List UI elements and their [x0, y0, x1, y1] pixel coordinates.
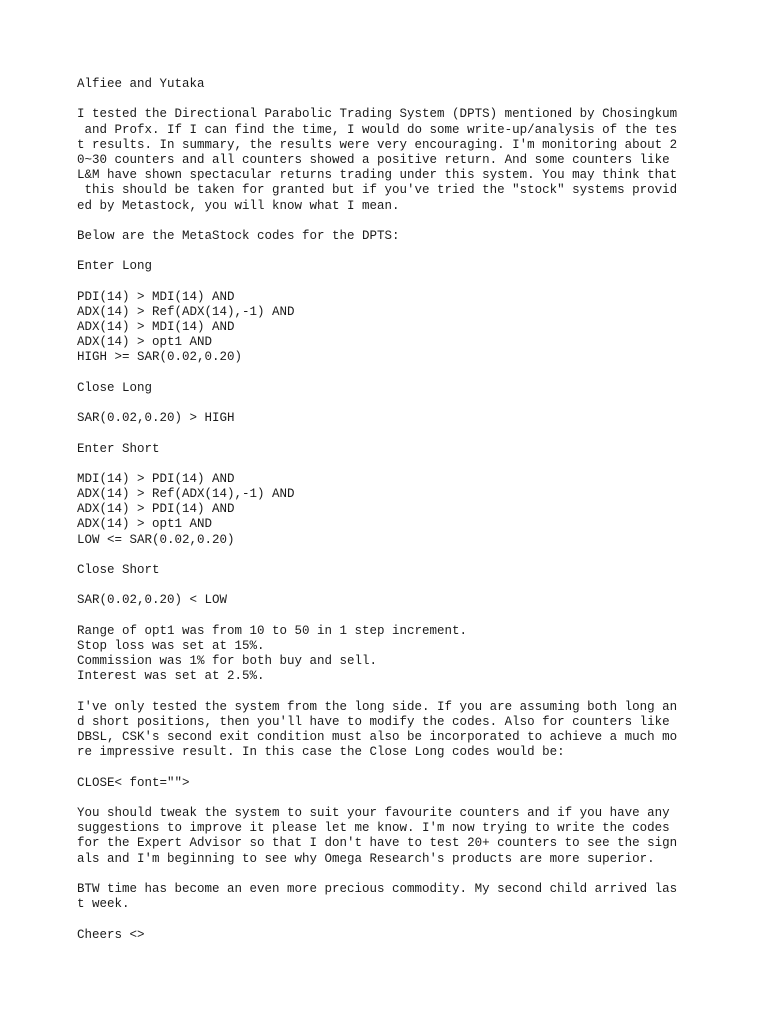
code-line: SAR(0.02,0.20) < LOW — [77, 593, 228, 608]
intro-line: t results. In summary, the results were very encouraging. I'm monitoring about 2 — [77, 137, 678, 152]
code-line: ADX(14) > PDI(14) AND — [77, 502, 235, 517]
document-page — [77, 77, 717, 943]
paragraph-line: BTW time has become an even more precious commodity. My second child arrived las — [77, 881, 678, 896]
blank-line — [77, 366, 717, 381]
blank-line — [77, 426, 717, 441]
code-line: ADX(14) > Ref(ADX(14),-1) AND — [77, 304, 295, 319]
blank-line — [77, 92, 717, 107]
paragraph-line: re impressive result. In this case the Close Long codes would be: — [77, 745, 565, 760]
blank-line — [77, 214, 717, 229]
blank-line — [77, 578, 717, 593]
blank-line — [77, 548, 717, 563]
paragraph-line: I've only tested the system from the long side. If you are assuming both long an — [77, 699, 678, 714]
intro-line: ed by Metastock, you will know what I mean. — [77, 198, 400, 213]
tweak-paragraph — [77, 806, 717, 867]
settings-paragraph — [77, 624, 717, 685]
intro-line: L&M have shown spectacular returns trading under this system. You may think that — [77, 168, 678, 183]
intro-line: this should be taken for granted but if you've tried the "stock" systems provid — [77, 183, 678, 198]
code-line: ADX(14) > Ref(ADX(14),-1) AND — [77, 487, 295, 502]
blank-line — [77, 457, 717, 472]
code-line: HIGH >= SAR(0.02,0.20) — [77, 350, 243, 365]
settings-line: Interest was set at 2.5%. — [77, 669, 265, 684]
btw-paragraph — [77, 882, 717, 912]
blank-line — [77, 609, 717, 624]
code-line: MDI(14) > PDI(14) AND — [77, 471, 235, 486]
paragraph-line: You should tweak the system to suit your favourite counters and if you have any — [77, 806, 670, 820]
code-line: ADX(14) > opt1 AND — [77, 335, 213, 350]
blank-line — [77, 244, 717, 259]
blank-line — [77, 396, 717, 411]
paragraph-line: suggestions to improve it please let me know. I'm now trying to write the codes — [77, 821, 670, 836]
code-line: ADX(14) > MDI(14) AND — [77, 320, 235, 334]
paragraph-line: d short positions, then you'll have to modify the codes. Also for counters like — [77, 714, 670, 729]
enter-short-heading: Enter Short — [77, 441, 160, 456]
paragraph-line: als and I'm beginning to see why Omega Research's products are more superior. — [77, 851, 655, 866]
intro-line: 0~30 counters and all counters showed a positive return. And some counters like — [77, 152, 670, 167]
settings-line: Commission was 1% for both buy and sell. — [77, 654, 378, 669]
intro-line: I tested the Directional Parabolic Trading System (DPTS) mentioned by Chosingkum — [77, 107, 678, 122]
intro-paragraph — [77, 107, 717, 213]
close-long-heading: Close Long — [77, 380, 153, 395]
greeting: Alfiee and Yutaka — [77, 77, 205, 91]
close-short-heading: Close Short — [77, 563, 160, 577]
code-line: LOW <= SAR(0.02,0.20) — [77, 532, 235, 547]
paragraph-line: for the Expert Advisor so that I don't have to test 20+ counters to see the sign — [77, 836, 678, 851]
long-side-paragraph — [77, 700, 717, 761]
settings-line: Stop loss was set at 15%. — [77, 638, 265, 653]
intro-line: and Profx. If I can find the time, I would do some write-up/analysis of the tes — [77, 122, 678, 137]
enter-short-code — [77, 472, 717, 548]
paragraph-line: t week. — [77, 897, 130, 912]
blank-line — [77, 685, 717, 700]
blank-line — [77, 760, 717, 775]
blank-line — [77, 274, 717, 289]
blank-line — [77, 791, 717, 806]
enter-long-heading: Enter Long — [77, 259, 153, 274]
settings-line: Range of opt1 was from 10 to 50 in 1 step increment. — [77, 623, 468, 638]
code-line: PDI(14) > MDI(14) AND — [77, 289, 235, 304]
enter-long-code — [77, 290, 717, 366]
paragraph-line: DBSL, CSK's second exit condition must also be incorporated to achieve a much mo — [77, 730, 678, 745]
code-line: SAR(0.02,0.20) > HIGH — [77, 411, 235, 426]
code-line: ADX(14) > opt1 AND — [77, 517, 213, 532]
signoff: Cheers <> — [77, 927, 145, 942]
blank-line — [77, 912, 717, 927]
close-font-line: CLOSE< font=""> — [77, 775, 190, 790]
blank-line — [77, 867, 717, 882]
codes-intro: Below are the MetaStock codes for the DPTS: — [77, 228, 400, 243]
